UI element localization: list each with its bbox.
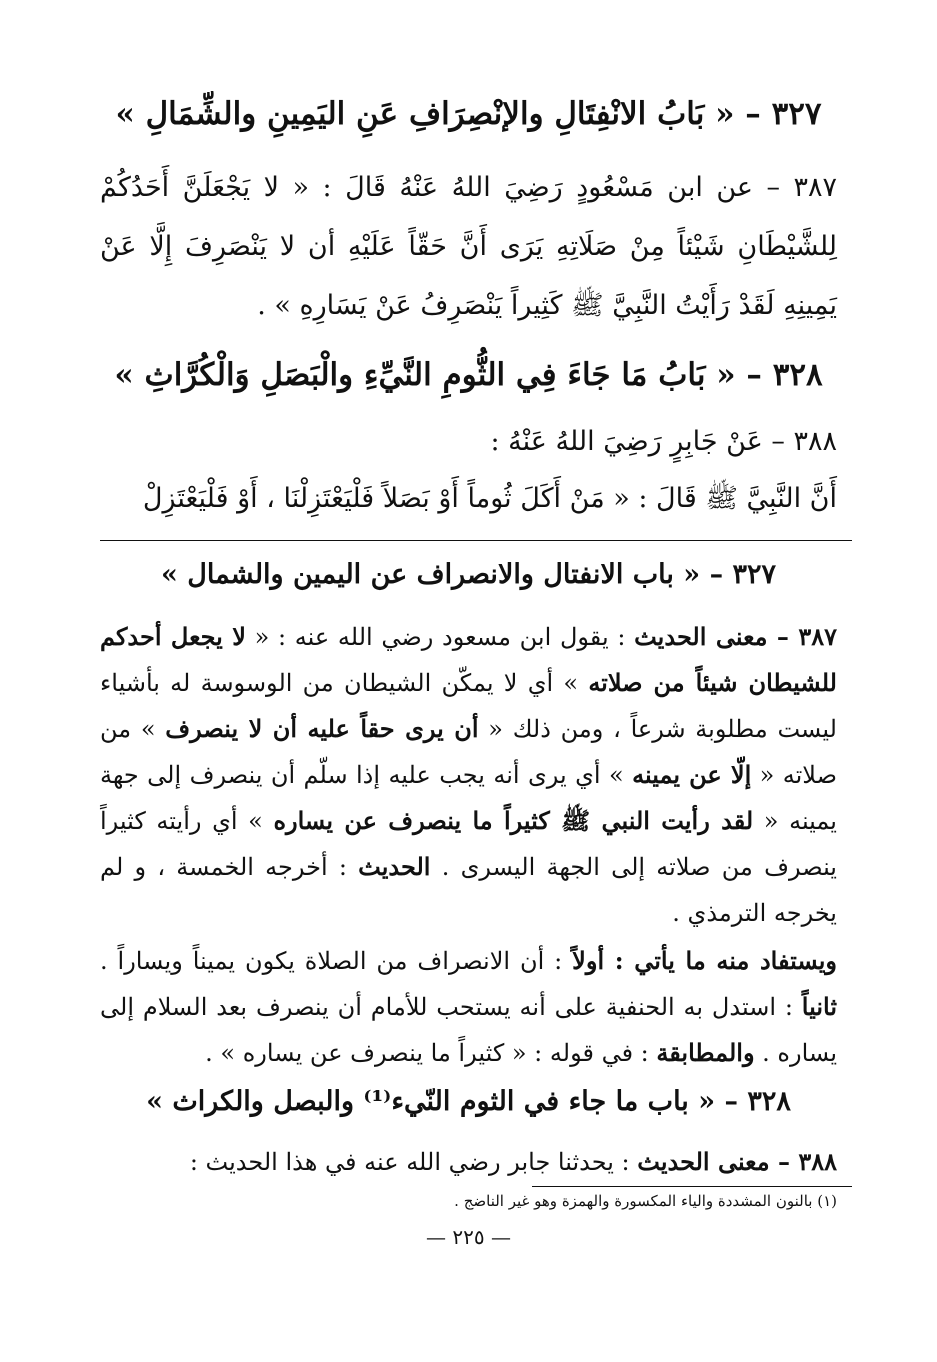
matn-chapter-328-title: ٣٢٨ – « بَابُ مَا جَاءَ فِي الثُّومِ النَّيِّءِ والْبَصَلِ وَالْكُرَّاثِ » [114,357,823,393]
fawaid-second-label: ثانياً [801,992,837,1021]
sharh-387-lead: ٣٨٧ – معنى الحديث [634,622,838,651]
sharh-387-quote-1: لا يجعل أحدكم للشيطان شيئاً من صلاته [100,622,837,697]
sharh-387-quote-4: لقد رأيت النبي ﷺ كثيراً ما ينصرف عن يساره [273,806,754,835]
sharh-387-text-5: » أي رأيته كثيراً ينصرف من صلاته إلى الجهة اليسرى . [100,807,837,881]
sharh-387-text-4: » أي يرى أنه يجب عليه إذا سلّم أن ينصرف إلى جهة يمينه « [100,761,837,835]
sharh-chapter-327-title: ٣٢٧ – « باب الانفتال والانصراف عن اليمين والشمال » [161,559,776,590]
fawaid-text-3: : في قوله : « كثيراً ما ينصرف عن يساره » . [205,1039,657,1067]
sharh-388-paragraph [100,1139,837,1185]
fawaid-text-2: : استدل به الحنفية على أنه يستحب للأمام أن ينصرف بعد السلام إلى يساره . [100,993,837,1067]
fawaid-text-1: : أن الانصراف من الصلاة يكون يميناً ويساراً . [100,947,573,975]
sharh-387-paragraph [100,614,837,936]
sharh-fawaid-paragraph [100,938,837,1076]
sharh-387-quote-3: إلّا عن يمينه [632,760,752,789]
footnote-separator [532,1186,852,1187]
section-divider [100,540,852,541]
fawaid-lead: ويستفاد منه ما يأتي : أولاً [572,946,838,975]
matn-chapter-327-title: ٣٢٧ – « بَابُ الانْفِتَالِ والإنْصِرَافِ عَنِ اليَمِينِ والشِّمَالِ » [115,96,822,132]
footnote: (١) بالنون المشددة والياء المكسورة والهمزة وهو غير الناضج . [454,1192,837,1210]
sharh-387-text-6: : أخرجه الخمسة ، و لم يخرجه الترمذي . [100,853,837,927]
sharh-387-quote-2: أن يرى حقاً عليه أن لا ينصرف [165,714,479,743]
sharh-388-lead: ٣٨٨ – معنى الحديث [637,1147,837,1176]
sharh-387-hadith-label: الحديث [358,852,431,881]
fawaid-mutabaqa-label: والمطابقة [656,1038,755,1067]
sharh-388-text: : يحدثنا جابر رضي الله عنه في هذا الحديث : [189,1148,638,1176]
matn-hadith-388-text: أَنَّ النَّبِيَّ ﷺ قَالَ : « مَنْ أَكَلَ ثُوماً أَوْ بَصَلاً فَلْيَعْتَزِلْنَا ، أَوْ فَلْيَعْتَزِلْ [142,483,837,514]
matn-hadith-388-intro: ٣٨٨ – عَنْ جَابِرٍ رَضِيَ اللهُ عَنْهُ : [490,426,837,457]
page-number: — ٢٢٥ — [426,1225,511,1249]
sharh-387-text-2: » أي لا يمكّن الشيطان من الوسوسة له بأشياء ليست مطلوبة شرعاً ، ومن ذلك « [100,669,837,743]
sharh-chapter-328-title: ٣٢٨ – « باب ما جاء في الثوم النّيء⁽¹⁾ والبصل والكراث » [146,1086,791,1117]
matn-hadith-387: ٣٨٧ – عن ابن مَسْعُودٍ رَضِيَ اللهُ عَنْهُ قَالَ : « لا يَجْعَلَنَّ أَحَدُكُمْ لِلشَّيْطَانِ شَيْئاً مِنْ صَلَاتِهِ يَرَى أَنَّ حَقّاً عَلَيْهِ أن لا يَنْصَرِفَ إِلَّا عَنْ يَمِينِهِ لَقَدْ رَأَيْتُ النَّبِيَّ ﷺ كَثِيراً يَنْصَرِفُ عَنْ يَسَارِهِ » . [100,172,837,321]
sharh-387-text-1: : يقول ابن مسعود رضي الله عنه : « [245,623,635,651]
sharh-387-text-3: » من صلاته « [100,715,838,789]
